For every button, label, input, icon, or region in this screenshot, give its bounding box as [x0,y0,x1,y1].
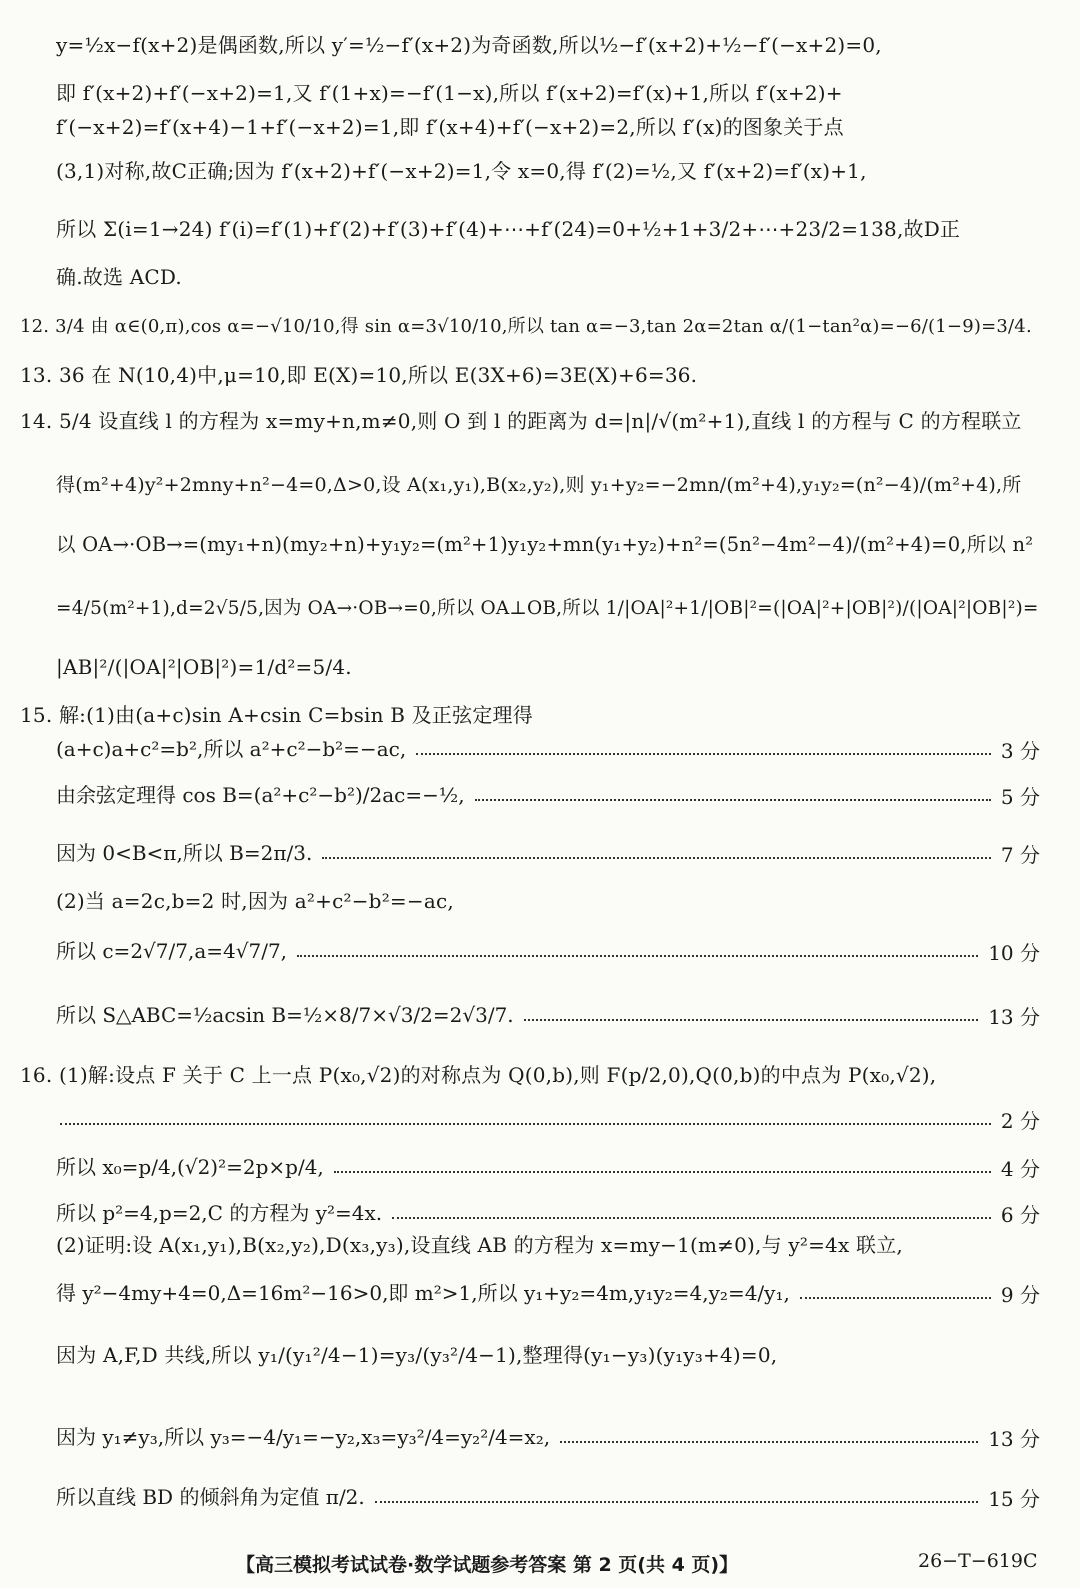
text-line [0,1340,1080,1370]
score-points: 6 分 [1000,1202,1040,1227]
score-points: 13 分 [988,1426,1040,1451]
dot-leader [375,1501,978,1503]
scored-line [0,1422,1080,1452]
dot-leader [334,1171,991,1173]
dot-leader [416,753,991,755]
step-text: 所以 c=2√7/7,a=4√7/7, [56,939,288,963]
text-line [0,652,1080,682]
score-points: 9 分 [1000,1282,1040,1307]
line-text: 因为 A,F,D 共线,所以 y₁/(y₁²/4−1)=y₃/(y₃²/4−1),整理得(y₁−y₃)(y₁y₃+4)=0, [56,1343,778,1367]
dot-leader [322,857,991,859]
footer-title: 【高三模拟考试试卷·数学试题参考答案 第 2 页(共 4 页)】 [236,1554,739,1576]
score-points: 10 分 [988,940,1040,965]
answer-12 [0,312,1080,342]
line-text: =4/5(m²+1),d=2√5/5,因为 OA→·OB→=0,所以 OA⊥OB,所以 1/|OA|²+1/|OB|²=(|OA|²+|OB|²)/(|OA|²|OB|²)= [56,598,1039,619]
text-line [0,262,1080,292]
line-text: (3,1)对称,故C正确;因为 f′(x+2)+f′(−x+2)=1,令 x=0,得 f′(2)=½,又 f′(x+2)=f′(x)+1, [56,159,867,183]
scored-line [0,936,1080,966]
step-text: 由余弦定理得 cos B=(a²+c²−b²)/2ac=−½, [56,783,465,807]
scored-line [0,780,1080,810]
step-text: 因为 0<B<π,所以 B=2π/3. [56,841,313,865]
scored-line [0,1278,1080,1308]
step-text: (a+c)a+c²=b²,所以 a²+c²−b²=−ac, [56,737,407,761]
scored-line [0,1482,1080,1512]
text-line [0,594,1080,624]
dot-leader [392,1217,991,1219]
step-text: 得 y²−4my+4=0,Δ=16m²−16>0,即 m²>1,所以 y₁+y₂=4m,y₁y₂=4,y₂=4/y₁, [56,1281,790,1305]
step-text: 因为 y₁≠y₃,所以 y₃=−4/y₁=−y₂,x₃=y₃²/4=y₂²/4=x₂, [56,1425,551,1449]
text-line [0,470,1080,500]
text-line [0,112,1080,142]
line-text: 16. (1)解:设点 F 关于 C 上一点 P(x₀,√2)的对称点为 Q(0,b),则 F(p/2,0),Q(0,b)的中点为 P(x₀,√2), [20,1063,937,1087]
dot-leader [60,1123,991,1125]
line-text: 确.故选 ACD. [56,265,182,289]
footer-code: 26−T−619C [918,1550,1038,1572]
text-line [0,214,1080,244]
text-line [0,78,1080,108]
dot-leader [297,955,978,957]
text-line [0,30,1080,60]
score-points: 15 分 [988,1486,1040,1511]
line-text: |AB|²/(|OA|²|OB|²)=1/d²=5/4. [56,655,352,679]
step-text: 所以 p²=4,p=2,C 的方程为 y²=4x. [56,1201,383,1225]
line-text: 得(m²+4)y²+2mny+n²−4=0,Δ>0,设 A(x₁,y₁),B(x₂,y₂),则 y₁+y₂=−2mn/(m²+4),y₁y₂=(n²−4)/(m²+4),所 [56,474,1022,496]
line-text: 14. 5/4 设直线 l 的方程为 x=my+n,m≠0,则 O 到 l 的距离为 d=|n|/√(m²+1),直线 l 的方程与 C 的方程联立 [20,409,1022,433]
step-text: 所以 S△ABC=½acsin B=½×8/7×√3/2=2√3/7. [56,1003,514,1027]
scored-line [0,838,1080,868]
line-text: 12. 3/4 由 α∈(0,π),cos α=−√10/10,得 sin α=3√10/10,所以 tan α=−3,tan 2α=2tan α/(1−tan²α)=−6/(1−9)=3/4. [20,316,1032,337]
answer-16-heading [0,1060,1080,1090]
line-text: 即 f′(x+2)+f′(−x+2)=1,又 f′(1+x)=−f′(1−x),所以 f′(x+2)=f′(x)+1,所以 f′(x+2)+ [56,81,843,105]
line-text: 以 OA→·OB→=(my₁+n)(my₂+n)+y₁y₂=(m²+1)y₁y₂+mn(y₁+y₂)+n²=(5n²−4m²−4)/(m²+4)=0,所以 n² [56,533,1034,556]
score-points: 3 分 [1000,738,1040,763]
line-text: f′(−x+2)=f′(x+4)−1+f′(−x+2)=1,即 f′(x+4)+f′(−x+2)=2,所以 f′(x)的图象关于点 [56,115,844,139]
answer-14 [0,406,1080,436]
line-text: 15. 解:(1)由(a+c)sin A+csin C=bsin B 及正弦定理得 [20,703,533,727]
page-footer [0,1546,1080,1580]
score-points: 2 分 [1000,1108,1040,1133]
score-points: 13 分 [988,1004,1040,1029]
line-text: 13. 36 在 N(10,4)中,μ=10,即 E(X)=10,所以 E(3X+6)=3E(X)+6=36. [20,363,698,387]
score-points: 7 分 [1000,842,1040,867]
answer-13 [0,360,1080,390]
text-line [0,530,1080,560]
line-text: (2)证明:设 A(x₁,y₁),B(x₂,y₂),D(x₃,y₃),设直线 AB 的方程为 x=my−1(m≠0),与 y²=4x 联立, [56,1233,903,1257]
line-text: (2)当 a=2c,b=2 时,因为 a²+c²−b²=−ac, [56,889,454,913]
dot-leader [560,1441,978,1443]
scored-line [0,734,1080,764]
line-text: 所以 Σ(i=1→24) f′(i)=f′(1)+f′(2)+f′(3)+f′(4)+⋯+f′(24)=0+½+1+3/2+⋯+23/2=138,故D正 [56,217,961,241]
text-line [0,1230,1080,1260]
line-text: y=½x−f(x+2)是偶函数,所以 y′=½−f′(x+2)为奇函数,所以½−f′(x+2)+½−f′(−x+2)=0, [56,33,882,57]
score-points: 4 分 [1000,1156,1040,1181]
answer-15-heading [0,700,1080,730]
text-line [0,886,1080,916]
dot-leader [524,1019,979,1021]
score-points: 5 分 [1000,784,1040,809]
text-line [0,156,1080,186]
step-text: 所以 x₀=p/4,(√2)²=2p×p/4, [56,1155,324,1179]
scored-line [0,1104,1080,1134]
scored-line [0,1000,1080,1030]
scored-line [0,1152,1080,1182]
step-text: 所以直线 BD 的倾斜角为定值 π/2. [56,1485,365,1509]
scored-line [0,1198,1080,1228]
dot-leader [475,799,991,801]
dot-leader [800,1297,991,1299]
